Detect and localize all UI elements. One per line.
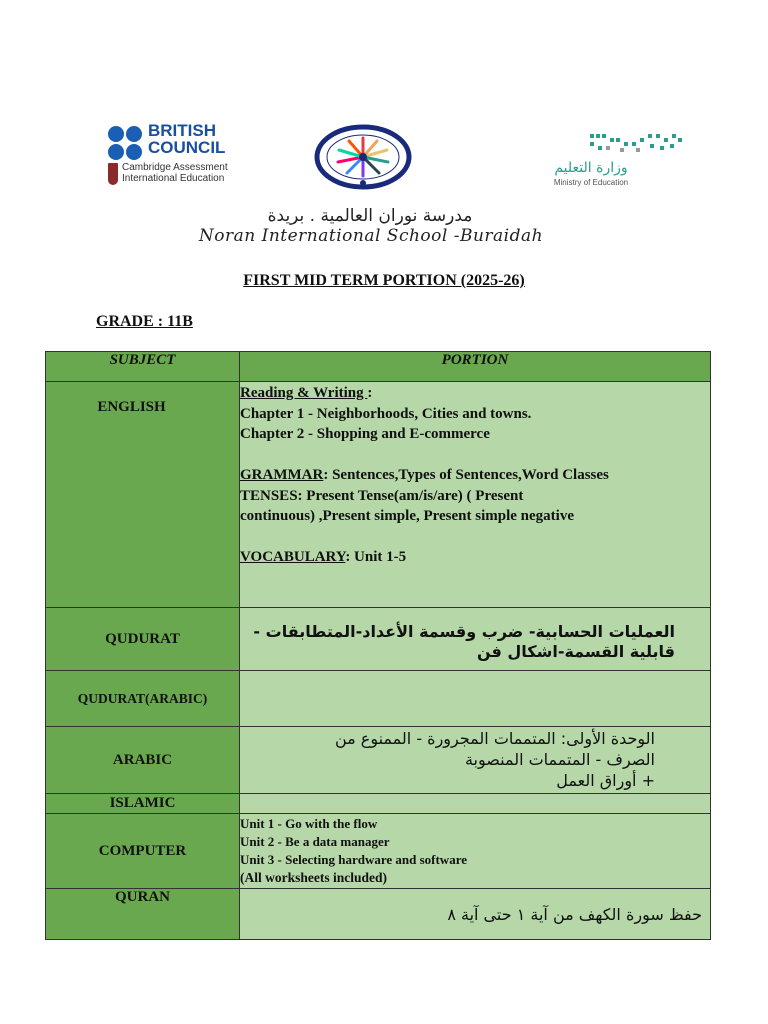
subject-english: ENGLISH — [46, 382, 240, 608]
school-seal-logo — [312, 124, 414, 190]
subject-computer: COMPUTER — [46, 814, 240, 889]
reading-writing-colon: : — [367, 385, 373, 401]
header-subject: SUBJECT — [46, 352, 240, 382]
school-name-arabic: مدرسة نوران العالمية . بريدة — [267, 206, 473, 226]
subject-arabic: ARABIC — [46, 727, 240, 794]
computer-unit-2: Unit 2 - Be a data manager — [240, 834, 390, 849]
portion-qudurat-arabic — [240, 671, 711, 727]
table-header-row — [46, 352, 711, 382]
page-title: FIRST MID TERM PORTION (2025-26) — [243, 272, 525, 289]
english-chapter-2: Chapter 2 - Shopping and E-commerce — [240, 426, 490, 442]
header-logos — [0, 118, 768, 198]
table-row-computer — [46, 814, 711, 889]
table-row-quran — [46, 889, 711, 940]
ministry-arabic-name: وزارة التعليم — [554, 160, 628, 176]
table-row-english — [46, 382, 711, 608]
british-council-name-1: BRITISH — [148, 121, 216, 140]
ministry-english-name: Ministry of Education — [553, 178, 629, 187]
reading-writing-label: Reading & Writing — [240, 385, 368, 401]
cambridge-shield-icon — [108, 163, 118, 185]
portion-table — [45, 351, 711, 940]
header-portion: PORTION — [240, 352, 711, 382]
computer-unit-3: Unit 3 - Selecting hardware and software — [240, 852, 468, 867]
table-row-qudurat-arabic — [46, 671, 711, 727]
cambridge-sub-1: Cambridge Assessment — [122, 162, 228, 173]
computer-unit-1: Unit 1 - Go with the flow — [240, 816, 378, 831]
grammar-text: : Sentences,Types of Sentences,Word Classes — [323, 467, 609, 483]
tenses-line-1: TENSES: Present Tense(am/is/are) ( Present — [240, 487, 524, 504]
portion-english — [240, 382, 711, 608]
table-row-qudurat — [46, 608, 711, 671]
table-row-islamic — [46, 794, 711, 814]
grade-label: GRADE : 11B — [96, 313, 193, 330]
ministry-logo — [545, 132, 685, 192]
vocabulary-label: VOCABULARY — [240, 549, 346, 565]
arabic-line-1: الوحدة الأولى: المتممات المجرورة - الممنوع من — [334, 729, 655, 748]
british-council-logo — [108, 121, 238, 186]
arabic-line-3: + أوراق العمل — [556, 771, 655, 790]
subject-quran: QURAN — [46, 889, 240, 940]
ministry-dots-icon — [590, 132, 682, 154]
british-council-name-2: COUNCIL — [148, 138, 226, 157]
subject-qudurat: QUDURAT — [46, 608, 240, 671]
portion-computer — [240, 814, 711, 889]
arabic-line-2: الصرف - المتممات المنصوبة — [464, 750, 655, 769]
computer-note: (All worksheets included) — [240, 870, 388, 885]
english-chapter-1: Chapter 1 - Neighborhoods, Cities and towns. — [240, 405, 532, 422]
tenses-line-2: continuous) ,Present simple, Present simple negative — [240, 508, 575, 524]
british-council-dots-icon — [108, 124, 146, 162]
subject-islamic: ISLAMIC — [46, 794, 240, 814]
subject-qudurat-arabic: QUDURAT(ARABIC) — [46, 671, 240, 727]
school-name-english: Noran International School -Buraidah — [198, 226, 544, 246]
portion-quran: حفظ سورة الكهف من آية ١ حتى آية ٨ — [240, 889, 711, 940]
cambridge-sub-2: International Education — [122, 173, 225, 184]
portion-qudurat: العمليات الحسابية- ضرب وقسمة الأعداد-المتطابقات - قابلية القسمة-اشكال فن — [240, 608, 711, 671]
grammar-label: GRAMMAR — [240, 467, 324, 483]
portion-islamic — [240, 794, 711, 814]
table-row-arabic — [46, 727, 711, 794]
portion-arabic — [240, 727, 711, 794]
vocabulary-text: : Unit 1-5 — [345, 549, 407, 565]
